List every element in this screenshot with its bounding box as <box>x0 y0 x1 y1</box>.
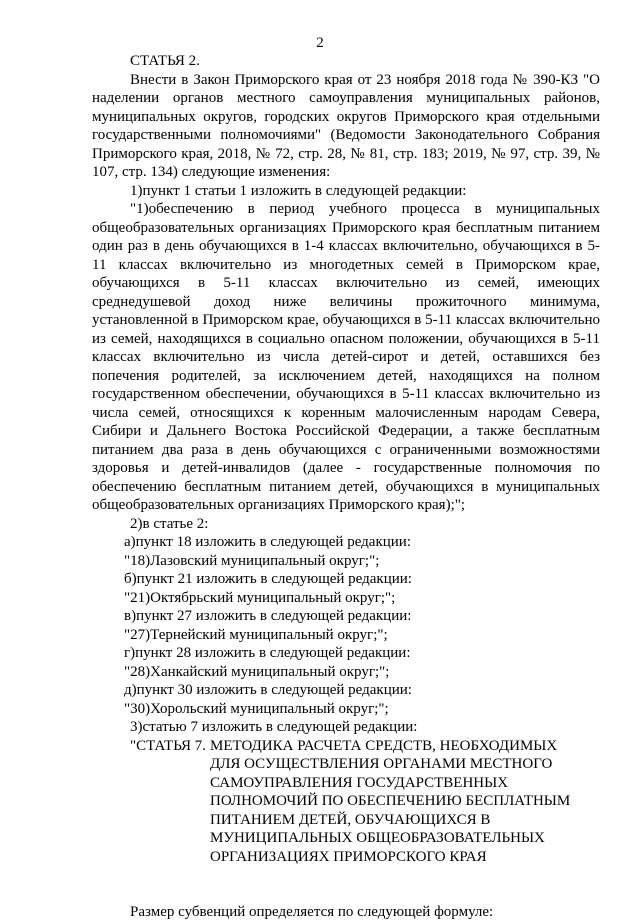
article-heading: СТАТЬЯ 2. <box>130 53 200 69</box>
item-2-line: "30)Хорольский муниципальный округ;"; <box>124 700 389 717</box>
formula-lead: Размер субвенций определяется по следующей формуле: <box>130 904 494 920</box>
item-2-line: "28)Ханкайский муниципальный округ;"; <box>124 663 390 680</box>
intro-paragraph: Внести в Закон Приморского края от 23 ноября 2018 года № 390-КЗ "О наделении органов местного самоуправления муниципальных районов, муниципальных округов, городских округов Приморского края отдельными государственными полномочиями" (Ведомости Законодательного Собрания Приморского края, 2018, № 72, стр. 28, № 81, стр. 183; 2019, № 97, стр. 39, № 107, стр. 134) следующие изменения: <box>92 71 600 180</box>
item-2-line: в)пункт 27 изложить в следующей редакции: <box>124 608 412 624</box>
article-7-prefix: "СТАТЬЯ 7. <box>130 737 207 754</box>
article-7-title-line: ДЛЯ ОСУЩЕСТВЛЕНИЯ ОРГАНАМИ МЕСТНОГО <box>210 756 553 772</box>
article-7-heading <box>92 737 600 756</box>
item-2-line: "21)Октябрьский муниципальный округ;"; <box>124 589 396 606</box>
item-2-line: д)пункт 30 изложить в следующей редакции: <box>124 682 412 698</box>
article-7-title-line: ОРГАНИЗАЦИЯХ ПРИМОРСКОГО КРАЯ <box>210 848 487 865</box>
spacer <box>92 866 600 903</box>
article-7-title <box>210 737 600 756</box>
item-1-text: "1)обеспечению в период учебного процесса в муниципальных общеобразовательных организациях Приморского края бесплатным питанием один раз в день обучающихся в 1-4 классах включительно, обучающихся в 5-11 классах включительно из многодетных семей в Приморском крае, обучающихся в 5-11 классах включительно из семей, имеющих среднедушевой доход ниже величины прожиточного минимума, установленной в Приморском крае, обучающихся в 5-11 классах включительно из семей, находящихся в социально опасном положении, обучающихся в 5-11 классах включительно из числа детей-сирот и детей, оставшихся без попечения родителей, за исключением детей, находящихся на полном государственном обеспечении, обучающихся в 5-11 классах включительно из числа семей, относящихся к коренным малочисленным народам Севера, Сибири и Дальнего Востока Российской Федерации, а также бесплатным питанием два раза в день обучающихся с ограниченными возможностями здоровья и детей-инвалидов (далее - государственные полномочия по обеспечению бесплатным питанием детей, обучающихся в муниципальных общеобразовательных организациях Приморского края);"; <box>92 201 600 513</box>
article-7-title-line: ПИТАНИЕМ ДЕТЕЙ, ОБУЧАЮЩИХСЯ В <box>210 811 491 828</box>
item-2-line: "27)Тернейский муниципальный округ;"; <box>124 626 388 643</box>
article-7-title-line: ПОЛНОМОЧИЙ ПО ОБЕСПЕЧЕНИЮ БЕСПЛАТНЫМ <box>210 793 571 809</box>
item-2-line: б)пункт 21 изложить в следующей редакции: <box>124 571 412 587</box>
article-7-title-line: САМОУПРАВЛЕНИЯ ГОСУДАРСТВЕННЫХ <box>210 774 509 791</box>
item-2-line: а)пункт 18 изложить в следующей редакции: <box>124 534 411 550</box>
item-2-line: "18)Лазовский муниципальный округ;"; <box>124 552 380 569</box>
document-body <box>92 52 600 922</box>
item-2-line: г)пункт 28 изложить в следующей редакции: <box>124 645 411 661</box>
item-1-lead: 1)пункт 1 статьи 1 изложить в следующей редакции: <box>130 182 467 199</box>
article-7-title-line: МУНИЦИПАЛЬНЫХ ОБЩЕОБРАЗОВАТЕЛЬНЫХ <box>210 830 545 846</box>
page-number: 2 <box>316 35 324 51</box>
article-7-title-line: МЕТОДИКА РАСЧЕТА СРЕДСТВ, НЕОБХОДИМЫХ <box>210 737 558 754</box>
item-3-lead: 3)статью 7 изложить в следующей редакции: <box>130 719 418 735</box>
item-2-lead: 2)в статье 2: <box>130 515 209 532</box>
